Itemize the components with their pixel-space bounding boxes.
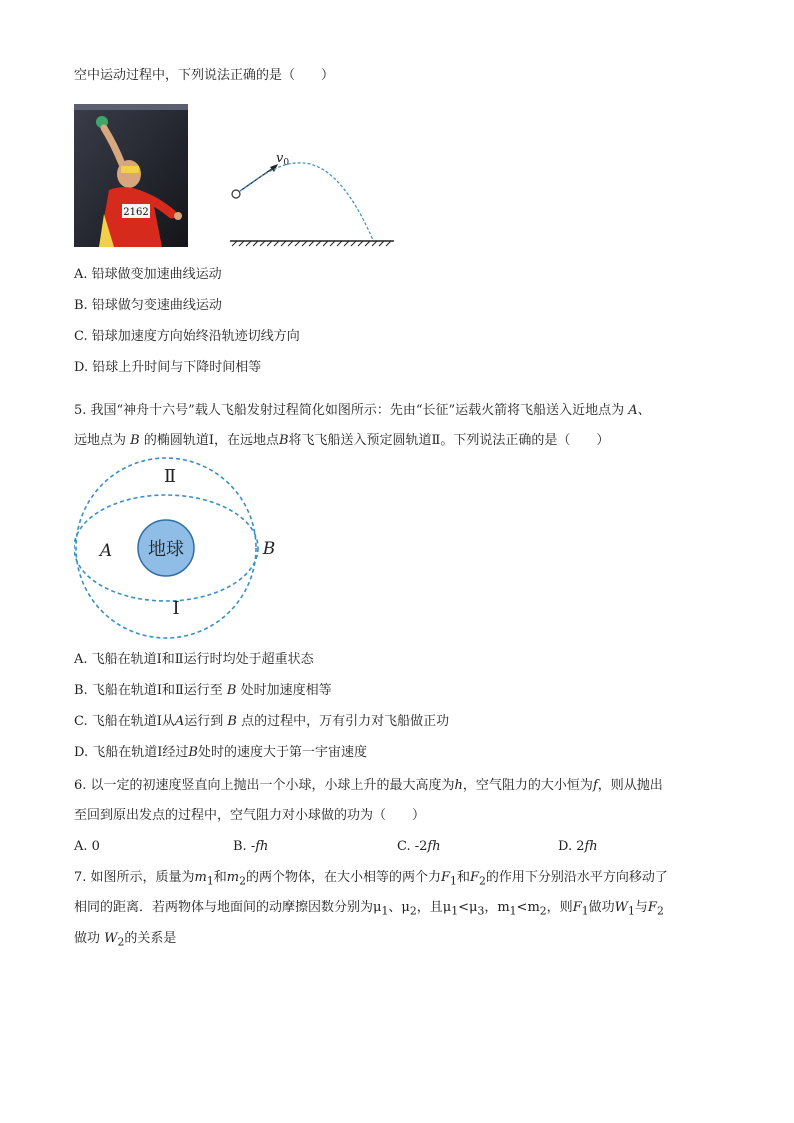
- q6-stem-line1: 6. 以一定的初速度竖直向上抛出一个小球，小球上升的最大高度为h，空气阻力的大小恒为f，则从抛出: [74, 778, 663, 793]
- q5-option-c: C. 飞船在轨道Ⅰ从A运行到 B 点的过程中，万有引力对飞船做正功: [74, 714, 450, 729]
- q7-stem-line2: 相同的距离．若两物体与地面间的动摩擦因数分别为$\mu_1$、$\mu_2$，且$\mu_1<\mu_3$，$m_1<m_2$，则$F_1$做功$W_1$与$F_2$: [74, 900, 664, 918]
- q4-option-d: D. 铅球上升时间与下降时间相等: [74, 360, 262, 375]
- q4-option-a: A. 铅球做变加速曲线运动: [74, 267, 222, 282]
- q5-stem-line1: 5. 我国“神舟十六号”载人飞船发射过程简化如图所示：先由“长征”运载火箭将飞船送入近地点为 A、: [74, 403, 651, 418]
- q7-stem-line1: 7. 如图所示，质量为$m_1$和$m_2$的两个物体，在大小相等的两个力$F_1$和$F_2$的作用下分别沿水平方向移动了: [74, 870, 668, 888]
- shot-ball: [232, 190, 240, 198]
- q4-option-b: B. 铅球做匀变速曲线运动: [74, 298, 222, 313]
- orbit-i-label: Ⅰ: [172, 598, 180, 619]
- v0-label: $v_0$: [276, 151, 290, 168]
- bib-number: 2162: [123, 207, 149, 218]
- q6-option-d: D. 2fh: [558, 839, 598, 854]
- orbit-diagram: [74, 456, 294, 646]
- shot-put-photo: [74, 104, 188, 247]
- q5-option-b: B. 飞船在轨道Ⅰ和Ⅱ运行至 B 处时加速度相等: [74, 683, 332, 698]
- orbit-ii-label: Ⅱ: [163, 466, 177, 487]
- q6-stem-line2: 至回到原出发点的过程中，空气阻力对小球做的功为（ ）: [74, 808, 426, 823]
- q5-option-d: D. 飞船在轨道Ⅰ经过B处时的速度大于第一宇宙速度: [74, 745, 367, 760]
- q4-option-c: C. 铅球加速度方向始终沿轨迹切线方向: [74, 329, 300, 344]
- q6-option-c: C. -2fh: [397, 839, 441, 854]
- q7-stem-line3: 做功 $W_2$的关系是: [74, 931, 177, 949]
- earth-label: 地球: [148, 539, 184, 560]
- point-b-label: B: [262, 539, 276, 559]
- q6-option-a: A. 0: [74, 839, 100, 854]
- trajectory-diagram: [228, 148, 398, 248]
- q4-stem: 空中运动过程中，下列说法正确的是（ ）: [74, 68, 335, 83]
- q6-option-b: B. -fh: [233, 839, 269, 854]
- point-a-label: A: [99, 541, 113, 561]
- q5-option-a: A. 飞船在轨道Ⅰ和Ⅱ运行时均处于超重状态: [74, 652, 314, 667]
- q5-stem-line2: 远地点为 B 的椭圆轨道Ⅰ，在远地点B将飞飞船送入预定圆轨道Ⅱ。下列说法正确的是（ ）: [74, 433, 610, 448]
- trajectory-curve: [240, 163, 373, 240]
